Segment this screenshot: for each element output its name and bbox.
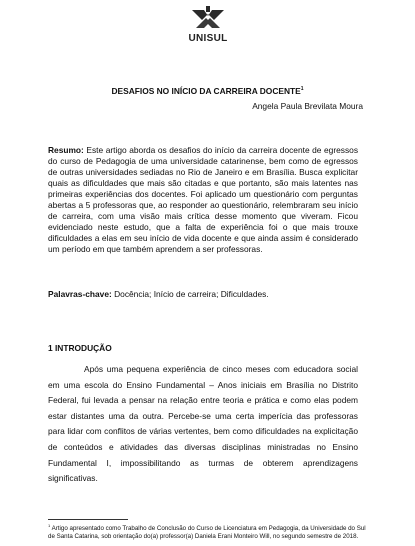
- author-name: Angela Paula Brevilata Moura: [252, 101, 363, 111]
- abstract-text: Este artigo aborda os desafios do início da carreira docente de egressos do curso de Pedagogia de uma universidade catarinense, bem como de egressos de outras universidades sediadas no Rio de Janeiro e em Brasília. Busca explicitar quais as dificuldades que mais são citadas e que portanto, são mais latentes nas primeiras experiências dos docentes. Foi aplicado um questionário com perguntas abertas a 5 professoras que, ao responder ao questionário, relembraram seu início de carreira, com uma visão mais crítica desse momento que viveram. Ficou evidenciado neste estudo, que a falta de experiência foi o que mais trouxe dificuldades a elas em seu início de vida docente e que ainda assim é considerado um período em que também aprendem a ser professoras.: [48, 145, 359, 254]
- abstract-label: Resumo:: [48, 145, 84, 155]
- keywords-text: Docência; Início de carreira; Dificuldades.: [114, 289, 269, 299]
- keywords-label: Palavras-chave:: [48, 289, 112, 299]
- logo-text: UNISUL: [188, 33, 228, 44]
- title-text: DESAFIOS NO INÍCIO DA CARREIRA DOCENTE: [111, 86, 301, 96]
- footnote-divider: [48, 519, 128, 520]
- keywords: [48, 289, 368, 299]
- footnote-marker: 1: [48, 523, 51, 528]
- article-title: [0, 86, 415, 96]
- title-footnote-marker: 1: [300, 86, 304, 93]
- footnote-text: Artigo apresentado como Trabalho de Conclusão do Curso de Licenciatura em Pedagogia, da Universidade do Sul de Santa Catarina, sob orientação do(a) professor(a) Daniela Erani Monteiro Will, no segundo semestre de 2018.: [48, 525, 366, 540]
- unisul-logo-mark-icon: [186, 6, 230, 32]
- footnote: [48, 522, 368, 540]
- abstract: [48, 145, 358, 255]
- introduction-paragraph: Após uma pequena experiência de cinco meses com educadora social em uma escola do Ensino Fundamental – Anos iniciais em Brasília no Distrito Federal, fui levada a pensar na relação entre teoria e prática e como elas podem estar distantes uma da outra. Percebe-se uma certa imperícia das professoras para lidar com conflitos de várias vertentes, bem como dificuldades na explicitação de conteúdos e atividades das diversas disciplinas ministradas no Ensino Fundamental I, impossibilitando as turmas de obterem aprendizagens significativas.: [48, 364, 358, 484]
- section-heading: 1 INTRODUÇÃO: [48, 343, 112, 353]
- university-logo: [178, 6, 238, 46]
